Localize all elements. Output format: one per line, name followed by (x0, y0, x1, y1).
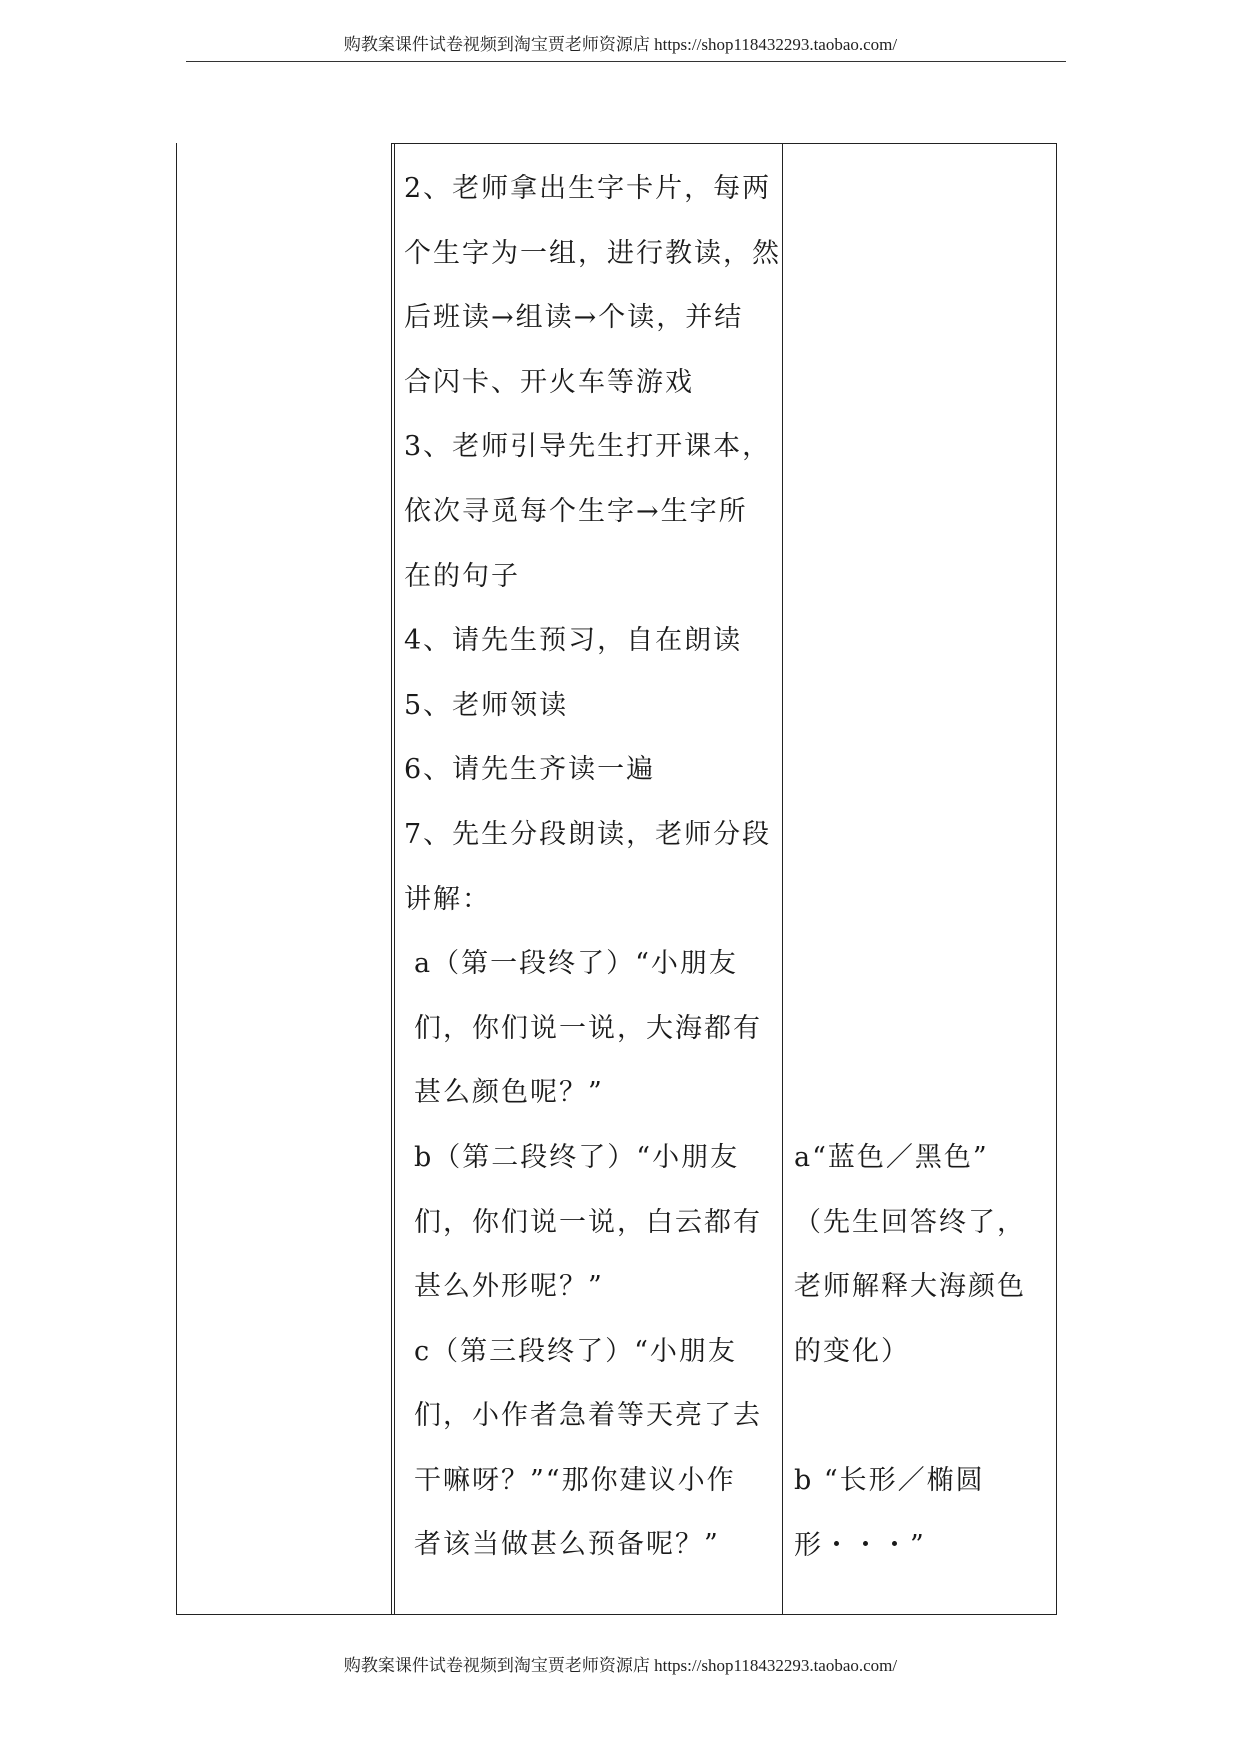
student-response-cell (794, 1126, 1052, 1578)
response-gap (794, 1384, 1052, 1449)
header-divider (186, 61, 1066, 62)
process-line: 们，你们说一说，白云都有 (414, 1206, 762, 1238)
process-line: 合闪卡、开火车等游戏 (404, 366, 694, 398)
process-line: 7、先生分段朗读，老师分段 (404, 818, 772, 850)
process-line: 2、老师拿出生字卡片，每两 (404, 173, 772, 204)
page-header: 购教案课件试卷视频到淘宝贾老师资源店 https://shop118432293.taobao.com/ (343, 35, 898, 54)
process-line: 者该当做甚么预备呢？” (414, 1529, 720, 1561)
process-line: 讲解： (404, 883, 491, 915)
response-line: 形・・・” (794, 1529, 926, 1561)
stage-cell (176, 143, 391, 1614)
process-line: 在的句子 (404, 560, 520, 592)
column-divider-2 (782, 143, 783, 1615)
response-line: 的变化） (794, 1335, 910, 1367)
process-line: 们，小作者急着等天亮了去 (414, 1400, 762, 1432)
teaching-process-cell (404, 157, 781, 1578)
response-line: b “长形／椭圆 (794, 1464, 985, 1496)
process-line: 4、请先生预习，自在朗读 (404, 625, 743, 657)
page-footer: 购教案课件试卷视频到淘宝贾老师资源店 https://shop118432293.taobao.com/ (343, 1656, 898, 1675)
process-line: 们，你们说一说，大海都有 (414, 1012, 762, 1044)
column-divider-1b (394, 143, 395, 1615)
response-line: （先生回答终了， (794, 1206, 1026, 1238)
column-divider-1 (391, 143, 392, 1615)
process-line: 甚么外形呢？” (414, 1271, 604, 1303)
lesson-plan-table (176, 143, 1057, 1615)
process-line: c（第三段终了）“小朋友 (414, 1335, 737, 1367)
response-line: 老师解释大海颜色 (794, 1271, 1026, 1303)
process-line: 后班读→组读→个读，并结 (404, 302, 744, 334)
process-line: a（第一段终了）“小朋友 (414, 948, 738, 980)
process-line: 5、老师领读 (404, 689, 569, 721)
table-border-right (1056, 143, 1057, 1615)
process-line: b（第二段终了）“小朋友 (414, 1141, 740, 1173)
process-line: 依次寻觅每个生字→生字所 (404, 495, 748, 527)
process-line: 3、老师引导先生打开课本， (404, 431, 772, 463)
table-border-bottom (176, 1614, 1056, 1615)
process-line: 个生字为一组，进行教读，然 (404, 237, 781, 269)
process-line: 甚么颜色呢？” (414, 1077, 604, 1109)
table-border-top (391, 143, 1056, 144)
process-line: 干嘛呀？”“那你建议小作 (414, 1464, 736, 1496)
response-line: a“蓝色／黑色” (794, 1142, 989, 1173)
process-line: 6、请先生齐读一遍 (404, 754, 656, 786)
